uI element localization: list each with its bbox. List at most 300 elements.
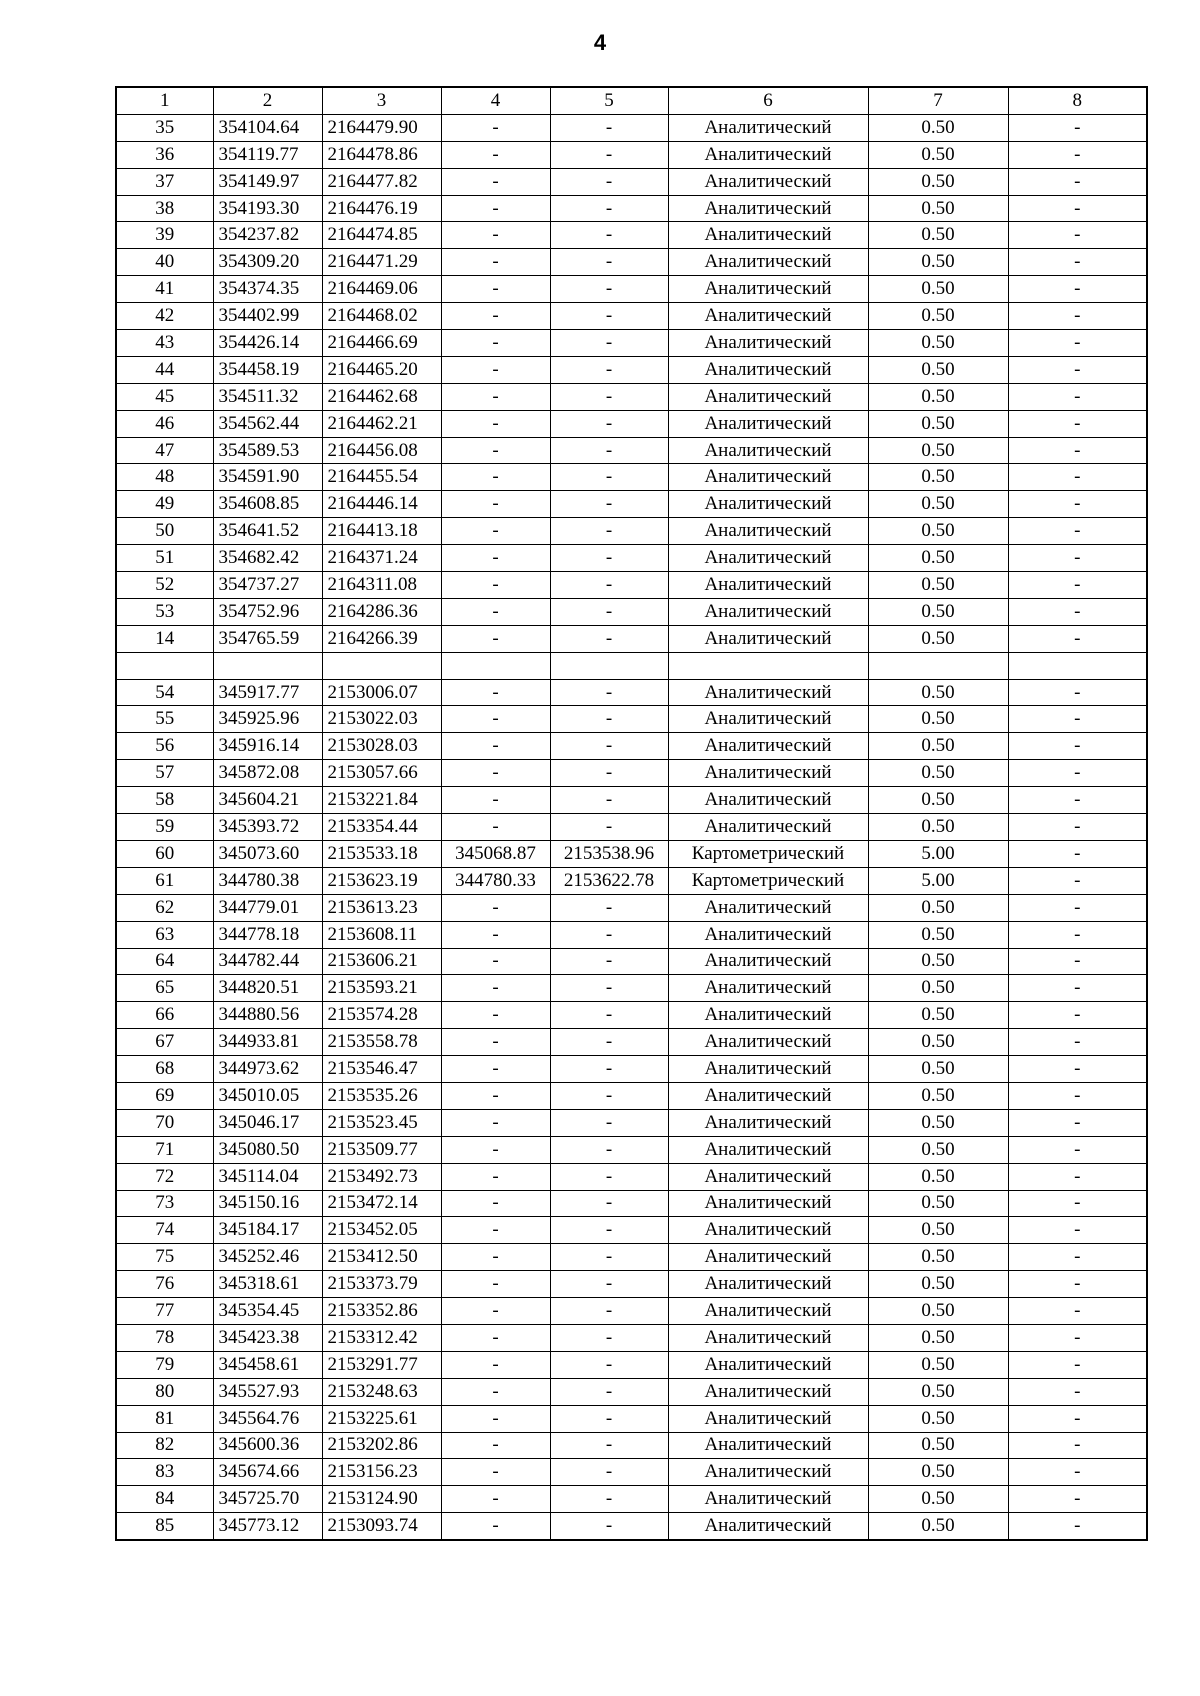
point-number-cell: 50 [116, 518, 213, 545]
method-cell: Аналитический [668, 410, 868, 437]
method-cell: Аналитический [668, 1056, 868, 1083]
y-old-cell: - [550, 1056, 668, 1083]
accuracy-cell: 0.50 [868, 572, 1008, 599]
y-old-cell: - [550, 1432, 668, 1459]
note-cell: - [1008, 1271, 1147, 1298]
x-old-cell: - [441, 330, 550, 357]
x-old-cell: - [441, 706, 550, 733]
table-row [116, 222, 1147, 249]
x-coordinate-cell: 345423.38 [213, 1324, 322, 1351]
method-cell: Аналитический [668, 1378, 868, 1405]
accuracy-cell: 0.50 [868, 760, 1008, 787]
y-coordinate-cell [322, 652, 441, 679]
point-number-cell: 54 [116, 679, 213, 706]
y-old-cell: - [550, 249, 668, 276]
x-old-cell: - [441, 222, 550, 249]
table-row [116, 840, 1147, 867]
accuracy-cell: 0.50 [868, 518, 1008, 545]
method-cell: Аналитический [668, 303, 868, 330]
column-header: 1 [116, 87, 213, 114]
x-coordinate-cell: 345773.12 [213, 1513, 322, 1540]
point-number-cell: 78 [116, 1324, 213, 1351]
point-number-cell: 40 [116, 249, 213, 276]
column-header: 6 [668, 87, 868, 114]
note-cell: - [1008, 598, 1147, 625]
table-body [116, 114, 1147, 1540]
point-number-cell: 49 [116, 491, 213, 518]
table-row [116, 1082, 1147, 1109]
x-old-cell: - [441, 1109, 550, 1136]
y-old-cell: - [550, 1029, 668, 1056]
note-cell: - [1008, 195, 1147, 222]
y-coordinate-cell: 2164468.02 [322, 303, 441, 330]
point-number-cell: 43 [116, 330, 213, 357]
accuracy-cell: 0.50 [868, 1136, 1008, 1163]
table-row [116, 1486, 1147, 1513]
table-row [116, 679, 1147, 706]
y-old-cell: - [550, 1109, 668, 1136]
table-row [116, 760, 1147, 787]
point-number-cell: 71 [116, 1136, 213, 1163]
x-old-cell: - [441, 1271, 550, 1298]
x-coordinate-cell: 345917.77 [213, 679, 322, 706]
x-coordinate-cell: 345925.96 [213, 706, 322, 733]
accuracy-cell: 0.50 [868, 975, 1008, 1002]
method-cell: Аналитический [668, 1405, 868, 1432]
y-old-cell: - [550, 518, 668, 545]
table-row [116, 814, 1147, 841]
y-coordinate-cell: 2153354.44 [322, 814, 441, 841]
note-cell: - [1008, 356, 1147, 383]
x-coordinate-cell: 354104.64 [213, 114, 322, 141]
accuracy-cell: 0.50 [868, 491, 1008, 518]
y-coordinate-cell: 2153202.86 [322, 1432, 441, 1459]
accuracy-cell: 0.50 [868, 1486, 1008, 1513]
table-row [116, 652, 1147, 679]
accuracy-cell: 0.50 [868, 437, 1008, 464]
x-coordinate-cell: 354193.30 [213, 195, 322, 222]
y-coordinate-cell: 2164311.08 [322, 572, 441, 599]
accuracy-cell: 0.50 [868, 894, 1008, 921]
x-old-cell: - [441, 141, 550, 168]
x-old-cell: - [441, 1351, 550, 1378]
x-coordinate-cell: 354511.32 [213, 383, 322, 410]
x-coordinate-cell: 345564.76 [213, 1405, 322, 1432]
table-row [116, 1217, 1147, 1244]
y-old-cell: - [550, 410, 668, 437]
table-row [116, 356, 1147, 383]
note-cell: - [1008, 1163, 1147, 1190]
note-cell: - [1008, 760, 1147, 787]
y-coordinate-cell: 2164455.54 [322, 464, 441, 491]
x-coordinate-cell: 354309.20 [213, 249, 322, 276]
y-coordinate-cell: 2164474.85 [322, 222, 441, 249]
y-old-cell: - [550, 1082, 668, 1109]
x-coordinate-cell: 354458.19 [213, 356, 322, 383]
note-cell: - [1008, 1082, 1147, 1109]
accuracy-cell: 0.50 [868, 1459, 1008, 1486]
y-coordinate-cell: 2153352.86 [322, 1298, 441, 1325]
accuracy-cell: 0.50 [868, 330, 1008, 357]
accuracy-cell: 0.50 [868, 1324, 1008, 1351]
x-coordinate-cell: 344880.56 [213, 1002, 322, 1029]
method-cell: Аналитический [668, 518, 868, 545]
x-old-cell: - [441, 1378, 550, 1405]
y-coordinate-cell: 2164371.24 [322, 545, 441, 572]
table-row [116, 1405, 1147, 1432]
accuracy-cell: 0.50 [868, 1351, 1008, 1378]
x-old-cell: - [441, 1190, 550, 1217]
y-coordinate-cell: 2153558.78 [322, 1029, 441, 1056]
point-number-cell: 74 [116, 1217, 213, 1244]
note-cell: - [1008, 1109, 1147, 1136]
note-cell: - [1008, 975, 1147, 1002]
table-row [116, 1459, 1147, 1486]
x-coordinate-cell [213, 652, 322, 679]
point-number-cell: 60 [116, 840, 213, 867]
note-cell: - [1008, 1324, 1147, 1351]
x-old-cell: - [441, 1432, 550, 1459]
x-coordinate-cell: 344782.44 [213, 948, 322, 975]
x-coordinate-cell: 354237.82 [213, 222, 322, 249]
note-cell: - [1008, 1432, 1147, 1459]
x-coordinate-cell: 344933.81 [213, 1029, 322, 1056]
method-cell: Аналитический [668, 1351, 868, 1378]
y-coordinate-cell: 2153593.21 [322, 975, 441, 1002]
x-coordinate-cell: 345600.36 [213, 1432, 322, 1459]
note-cell: - [1008, 1513, 1147, 1540]
coordinates-table [115, 86, 1148, 1541]
y-old-cell [550, 652, 668, 679]
accuracy-cell: 0.50 [868, 1244, 1008, 1271]
point-number-cell: 57 [116, 760, 213, 787]
note-cell: - [1008, 141, 1147, 168]
table-row [116, 1244, 1147, 1271]
y-old-cell: - [550, 356, 668, 383]
method-cell: Аналитический [668, 1217, 868, 1244]
x-old-cell: - [441, 437, 550, 464]
method-cell: Аналитический [668, 1271, 868, 1298]
point-number-cell: 79 [116, 1351, 213, 1378]
method-cell: Аналитический [668, 706, 868, 733]
note-cell: - [1008, 1378, 1147, 1405]
point-number-cell: 44 [116, 356, 213, 383]
y-old-cell: 2153538.96 [550, 840, 668, 867]
accuracy-cell: 0.50 [868, 1190, 1008, 1217]
table-row [116, 1378, 1147, 1405]
accuracy-cell: 0.50 [868, 733, 1008, 760]
method-cell: Аналитический [668, 545, 868, 572]
point-number-cell: 39 [116, 222, 213, 249]
note-cell: - [1008, 733, 1147, 760]
point-number-cell: 48 [116, 464, 213, 491]
y-old-cell: - [550, 195, 668, 222]
method-cell: Аналитический [668, 249, 868, 276]
note-cell: - [1008, 114, 1147, 141]
y-coordinate-cell: 2153509.77 [322, 1136, 441, 1163]
accuracy-cell: 5.00 [868, 867, 1008, 894]
y-coordinate-cell: 2153028.03 [322, 733, 441, 760]
method-cell: Аналитический [668, 1459, 868, 1486]
table-row [116, 464, 1147, 491]
point-number-cell: 77 [116, 1298, 213, 1325]
y-old-cell: - [550, 1002, 668, 1029]
y-old-cell: - [550, 303, 668, 330]
y-coordinate-cell: 2153093.74 [322, 1513, 441, 1540]
x-old-cell: - [441, 1459, 550, 1486]
table-row [116, 1513, 1147, 1540]
x-coordinate-cell: 345527.93 [213, 1378, 322, 1405]
y-old-cell: - [550, 598, 668, 625]
table-row [116, 706, 1147, 733]
x-coordinate-cell: 344779.01 [213, 894, 322, 921]
note-cell: - [1008, 1351, 1147, 1378]
y-coordinate-cell: 2153523.45 [322, 1109, 441, 1136]
y-old-cell: - [550, 464, 668, 491]
y-old-cell: - [550, 383, 668, 410]
point-number-cell: 37 [116, 168, 213, 195]
y-coordinate-cell: 2164446.14 [322, 491, 441, 518]
point-number-cell: 63 [116, 921, 213, 948]
method-cell: Аналитический [668, 330, 868, 357]
accuracy-cell: 0.50 [868, 1432, 1008, 1459]
x-old-cell: - [441, 1082, 550, 1109]
x-old-cell: - [441, 975, 550, 1002]
y-old-cell: - [550, 1351, 668, 1378]
y-old-cell: - [550, 1271, 668, 1298]
y-coordinate-cell: 2164469.06 [322, 276, 441, 303]
note-cell: - [1008, 222, 1147, 249]
note-cell: - [1008, 867, 1147, 894]
table-row [116, 948, 1147, 975]
x-coordinate-cell: 354765.59 [213, 625, 322, 652]
y-coordinate-cell: 2153613.23 [322, 894, 441, 921]
accuracy-cell: 0.50 [868, 787, 1008, 814]
y-old-cell: - [550, 1405, 668, 1432]
table-row [116, 195, 1147, 222]
y-coordinate-cell: 2164476.19 [322, 195, 441, 222]
table-row [116, 141, 1147, 168]
accuracy-cell: 0.50 [868, 948, 1008, 975]
note-cell: - [1008, 276, 1147, 303]
x-old-cell: - [441, 1298, 550, 1325]
y-old-cell: - [550, 1190, 668, 1217]
y-coordinate-cell: 2164462.21 [322, 410, 441, 437]
y-old-cell: - [550, 625, 668, 652]
accuracy-cell: 0.50 [868, 383, 1008, 410]
note-cell: - [1008, 787, 1147, 814]
method-cell: Аналитический [668, 1190, 868, 1217]
accuracy-cell: 0.50 [868, 303, 1008, 330]
table-row [116, 303, 1147, 330]
method-cell: Аналитический [668, 195, 868, 222]
x-old-cell: 345068.87 [441, 840, 550, 867]
accuracy-cell: 0.50 [868, 1109, 1008, 1136]
y-coordinate-cell: 2164266.39 [322, 625, 441, 652]
note-cell: - [1008, 383, 1147, 410]
x-coordinate-cell: 345010.05 [213, 1082, 322, 1109]
method-cell: Аналитический [668, 437, 868, 464]
accuracy-cell: 0.50 [868, 1217, 1008, 1244]
method-cell: Аналитический [668, 733, 868, 760]
note-cell: - [1008, 464, 1147, 491]
y-old-cell: - [550, 437, 668, 464]
y-old-cell: - [550, 1459, 668, 1486]
method-cell: Аналитический [668, 1163, 868, 1190]
point-number-cell: 73 [116, 1190, 213, 1217]
accuracy-cell: 0.50 [868, 141, 1008, 168]
accuracy-cell: 0.50 [868, 195, 1008, 222]
point-number-cell: 81 [116, 1405, 213, 1432]
x-old-cell: - [441, 760, 550, 787]
y-coordinate-cell: 2153412.50 [322, 1244, 441, 1271]
y-coordinate-cell: 2153022.03 [322, 706, 441, 733]
method-cell: Аналитический [668, 1002, 868, 1029]
y-coordinate-cell: 2164478.86 [322, 141, 441, 168]
y-coordinate-cell: 2164479.90 [322, 114, 441, 141]
x-coordinate-cell: 354591.90 [213, 464, 322, 491]
note-cell: - [1008, 437, 1147, 464]
method-cell: Аналитический [668, 1324, 868, 1351]
table-row [116, 114, 1147, 141]
table-row [116, 572, 1147, 599]
note-cell: - [1008, 679, 1147, 706]
table-row [116, 867, 1147, 894]
point-number-cell: 61 [116, 867, 213, 894]
accuracy-cell: 0.50 [868, 168, 1008, 195]
x-old-cell: - [441, 1486, 550, 1513]
y-coordinate-cell: 2153156.23 [322, 1459, 441, 1486]
y-old-cell: - [550, 1513, 668, 1540]
y-old-cell: - [550, 1378, 668, 1405]
y-old-cell: - [550, 894, 668, 921]
x-old-cell: 344780.33 [441, 867, 550, 894]
y-coordinate-cell: 2153574.28 [322, 1002, 441, 1029]
point-number-cell: 41 [116, 276, 213, 303]
x-coordinate-cell: 344973.62 [213, 1056, 322, 1083]
y-coordinate-cell: 2153221.84 [322, 787, 441, 814]
y-coordinate-cell: 2153492.73 [322, 1163, 441, 1190]
accuracy-cell: 0.50 [868, 356, 1008, 383]
y-old-cell: - [550, 1244, 668, 1271]
y-old-cell: - [550, 733, 668, 760]
x-coordinate-cell: 345252.46 [213, 1244, 322, 1271]
x-coordinate-cell: 354752.96 [213, 598, 322, 625]
method-cell: Аналитический [668, 1244, 868, 1271]
accuracy-cell: 0.50 [868, 114, 1008, 141]
method-cell [668, 652, 868, 679]
x-coordinate-cell: 345674.66 [213, 1459, 322, 1486]
x-old-cell: - [441, 168, 550, 195]
x-coordinate-cell: 345184.17 [213, 1217, 322, 1244]
x-coordinate-cell: 344778.18 [213, 921, 322, 948]
y-old-cell: - [550, 545, 668, 572]
table-row [116, 249, 1147, 276]
note-cell: - [1008, 948, 1147, 975]
x-coordinate-cell: 354641.52 [213, 518, 322, 545]
accuracy-cell: 0.50 [868, 464, 1008, 491]
x-old-cell: - [441, 1136, 550, 1163]
method-cell: Аналитический [668, 168, 868, 195]
column-header: 3 [322, 87, 441, 114]
x-coordinate-cell: 354589.53 [213, 437, 322, 464]
x-coordinate-cell: 354426.14 [213, 330, 322, 357]
method-cell: Аналитический [668, 491, 868, 518]
y-old-cell: - [550, 141, 668, 168]
x-old-cell: - [441, 679, 550, 706]
x-coordinate-cell: 354682.42 [213, 545, 322, 572]
x-old-cell: - [441, 598, 550, 625]
point-number-cell: 35 [116, 114, 213, 141]
y-old-cell: - [550, 948, 668, 975]
point-number-cell: 69 [116, 1082, 213, 1109]
x-coordinate-cell: 354149.97 [213, 168, 322, 195]
x-old-cell: - [441, 303, 550, 330]
x-coordinate-cell: 354119.77 [213, 141, 322, 168]
note-cell: - [1008, 303, 1147, 330]
y-coordinate-cell: 2153312.42 [322, 1324, 441, 1351]
note-cell: - [1008, 1486, 1147, 1513]
method-cell: Аналитический [668, 894, 868, 921]
x-coordinate-cell: 345458.61 [213, 1351, 322, 1378]
point-number-cell: 59 [116, 814, 213, 841]
point-number-cell: 85 [116, 1513, 213, 1540]
x-coordinate-cell: 345080.50 [213, 1136, 322, 1163]
point-number-cell: 58 [116, 787, 213, 814]
accuracy-cell: 0.50 [868, 249, 1008, 276]
method-cell: Аналитический [668, 948, 868, 975]
x-old-cell: - [441, 491, 550, 518]
method-cell: Картометрический [668, 840, 868, 867]
note-cell: - [1008, 1002, 1147, 1029]
x-coordinate-cell: 345073.60 [213, 840, 322, 867]
point-number-cell: 56 [116, 733, 213, 760]
point-number-cell: 83 [116, 1459, 213, 1486]
method-cell: Аналитический [668, 921, 868, 948]
method-cell: Аналитический [668, 114, 868, 141]
table-row [116, 1056, 1147, 1083]
table-row [116, 168, 1147, 195]
point-number-cell: 65 [116, 975, 213, 1002]
note-cell: - [1008, 168, 1147, 195]
table-row [116, 437, 1147, 464]
note-cell: - [1008, 330, 1147, 357]
x-old-cell: - [441, 1513, 550, 1540]
point-number-cell: 72 [116, 1163, 213, 1190]
column-header: 4 [441, 87, 550, 114]
x-old-cell: - [441, 1056, 550, 1083]
y-old-cell: - [550, 1324, 668, 1351]
y-coordinate-cell: 2153606.21 [322, 948, 441, 975]
method-cell: Аналитический [668, 679, 868, 706]
point-number-cell: 38 [116, 195, 213, 222]
x-coordinate-cell: 344820.51 [213, 975, 322, 1002]
accuracy-cell: 0.50 [868, 1163, 1008, 1190]
y-coordinate-cell: 2153546.47 [322, 1056, 441, 1083]
accuracy-cell: 0.50 [868, 598, 1008, 625]
method-cell: Аналитический [668, 1136, 868, 1163]
note-cell: - [1008, 921, 1147, 948]
table-row [116, 410, 1147, 437]
accuracy-cell: 0.50 [868, 1298, 1008, 1325]
method-cell: Аналитический [668, 572, 868, 599]
x-old-cell: - [441, 518, 550, 545]
y-coordinate-cell: 2153057.66 [322, 760, 441, 787]
note-cell: - [1008, 1136, 1147, 1163]
accuracy-cell: 0.50 [868, 1378, 1008, 1405]
y-coordinate-cell: 2164456.08 [322, 437, 441, 464]
table-row [116, 1136, 1147, 1163]
